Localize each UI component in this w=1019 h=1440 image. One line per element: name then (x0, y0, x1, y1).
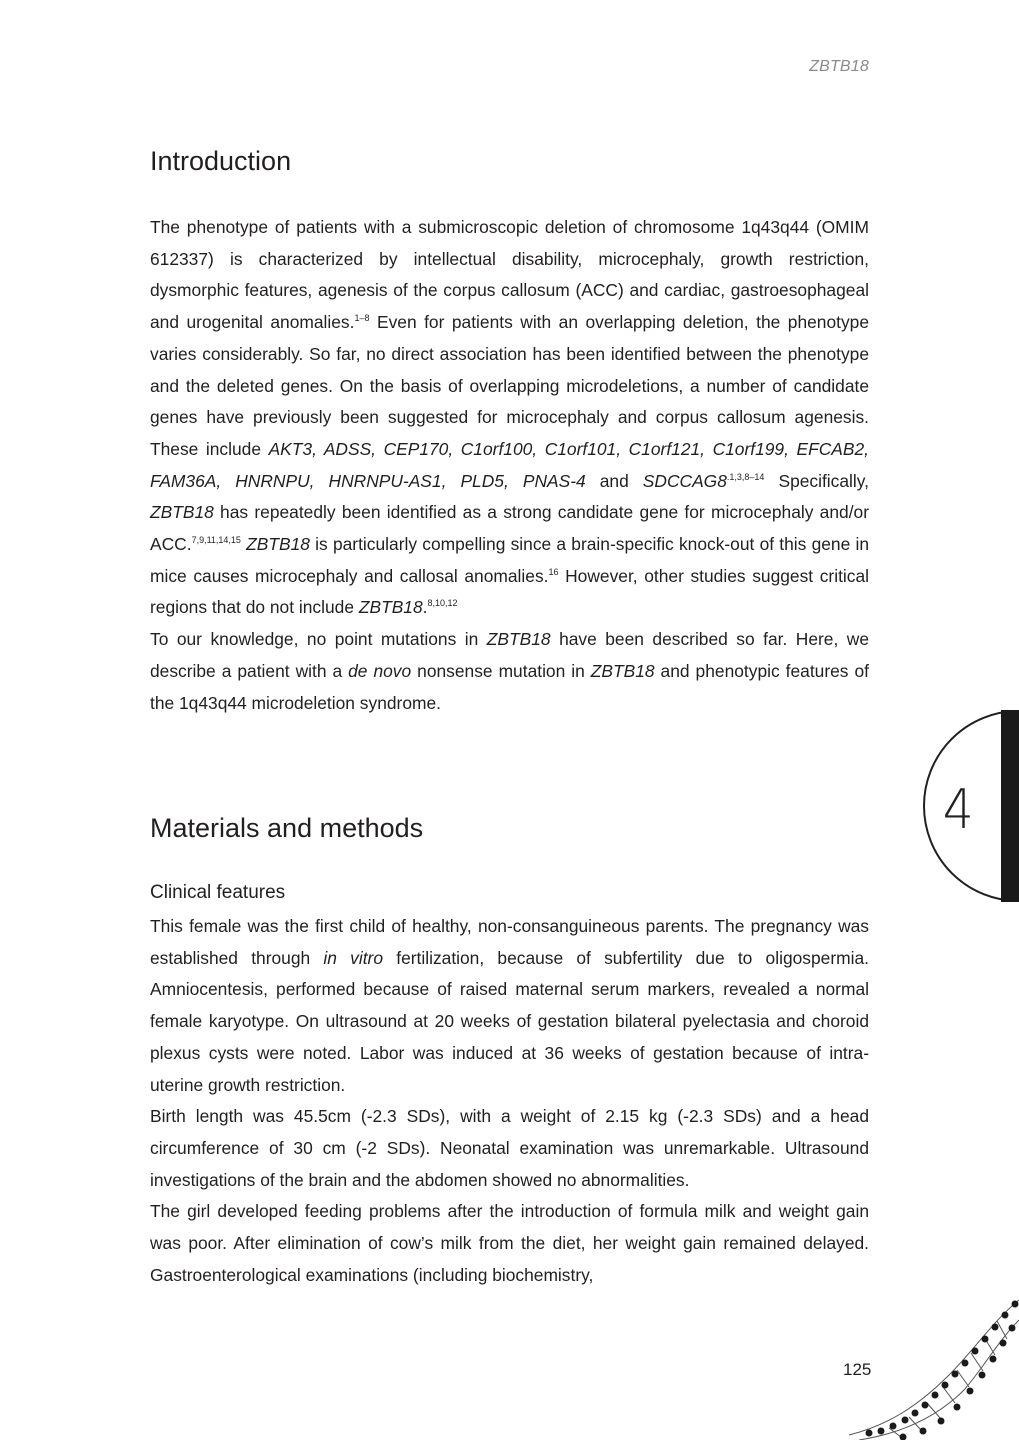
text-run: . (422, 597, 428, 618)
text-run: have been described so far. Here, we describe a patient with a (150, 629, 870, 681)
gene-list: AKT3, ADSS, CEP170, C1orf100, C1orf101, C1orf121, C1orf199, EFCAB2, FAM36A, HNRNPU, HNRNPU-AS1, PLD5, PNAS-4 (150, 438, 869, 491)
text-run: is particularly compelling since a brain-specific knock-out of this gene in mice causes microcephaly and callosal anomalies. (150, 534, 870, 586)
citation: 16 (548, 566, 559, 577)
dna-helix-icon (849, 1295, 1019, 1440)
methods-paragraph-3: The girl developed feeding problems after the introduction of formula milk and weight gain was poor. After elimination of cow’s milk from the diet, her weight gain remained delayed. Gastroenterological examinations (including biochemistry, (150, 1201, 869, 1285)
citation: 7,9,11,14,15 (191, 535, 241, 546)
text-run: Specifically, (764, 470, 869, 491)
gene-name: ZBTB18 (150, 502, 214, 523)
citation: 1–8 (354, 313, 370, 324)
text-run: and (585, 470, 643, 491)
gene-name: ZBTB18 (486, 629, 551, 650)
text-run: The phenotype of patients with a submicroscopic deletion of chromosome 1q43q44 (OMIM 612337) is characterized by intellectual disability, microcephaly, growth restriction, dysmorphic features, agenesis of the corpus callosum (ACC) and cardiac, gastroesophageal and urogenital anomalies. (150, 217, 869, 333)
gene-name: ZBTB18 (240, 534, 310, 555)
running-header: ZBTB18 (809, 58, 869, 75)
methods-heading: Materials and methods (150, 813, 424, 843)
methods-body (150, 911, 869, 1291)
citation: .1,3,8–14 (726, 471, 765, 482)
italic-term: in vitro (323, 947, 384, 968)
italic-term: de novo (348, 660, 412, 681)
page-number: 125 (843, 1360, 872, 1379)
text-run: This female was the first child of healthy, non-consanguineous parents. The pregnancy was established through (150, 916, 869, 968)
text-run: fertilization, because of subfertility due to oligospermia. Amniocentesis, performed because of raised maternal serum markers, revealed a normal female karyotype. On ultrasound at 20 weeks of gestation bilateral pyelectasia and choroid plexus cysts were noted. Labor was induced at 36 weeks of gestation because of intra-uterine growth restriction. (150, 947, 869, 1095)
chapter-number: 4 (942, 778, 974, 841)
text-run: Even for patients with an overlapping deletion, the phenotype varies considerably. So far, no direct association has been identified between the phenotype and the deleted genes. On the basis of overlapping microdeletions, a number of candidate genes have previously been suggested for microcephaly and corpus callosum agenesis. These include (150, 312, 869, 459)
gene-name: ZBTB18 (358, 597, 423, 618)
methods-paragraph-2: Birth length was 45.5cm (-2.3 SDs), with a weight of 2.15 kg (-2.3 SDs) and a head circumference of 30 cm (-2 SDs). Neonatal examination was unremarkable. Ultrasound investigations of the brain and the abdomen showed no abnormalities. (150, 1106, 869, 1190)
text-run: has repeatedly been identified as a strong candidate gene for microcephaly and/or ACC. (150, 502, 869, 555)
text-run: nonsense mutation in (411, 660, 591, 681)
introduction-paragraph-2 (150, 624, 869, 719)
text-run: To our knowledge, no point mutations in (150, 629, 487, 650)
text-run: However, other studies suggest critical regions that do not include (150, 565, 870, 618)
methods-paragraph-1 (150, 911, 869, 1101)
gene-name: ZBTB18 (590, 660, 655, 681)
introduction-heading: Introduction (150, 146, 292, 176)
gene-name: SDCCAG8 (642, 470, 727, 491)
clinical-features-subheading: Clinical features (150, 882, 286, 903)
citation: 8,10,12 (427, 598, 458, 609)
introduction-body (150, 212, 869, 719)
introduction-paragraph-1 (150, 212, 869, 624)
chapter-tab (923, 710, 1019, 902)
text-run: and phenotypic features of the 1q43q44 microdeletion syndrome. (150, 660, 869, 713)
